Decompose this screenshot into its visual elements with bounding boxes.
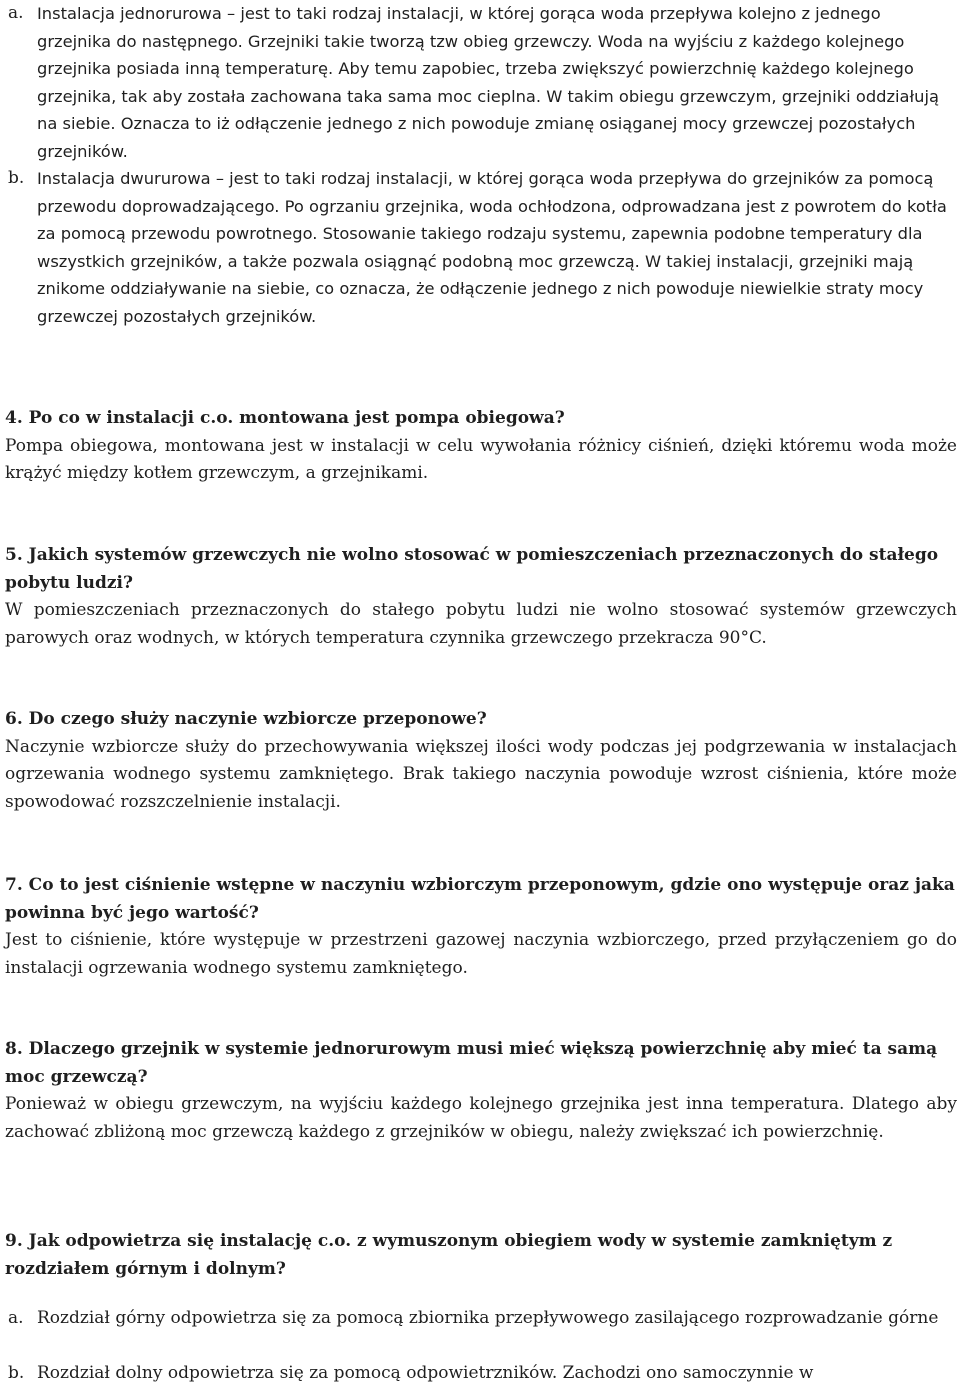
list-marker: b. <box>8 1363 25 1383</box>
qa-section-5 <box>5 542 957 652</box>
answer-text: W pomieszczeniach przeznaczonych do stałego pobytu ludzi nie wolno stosować systemów grzewczych parowych oraz wodnych, w których temperatura czynnika grzewczego przekracza 90°C. <box>5 600 957 648</box>
qa-section-7 <box>5 872 957 982</box>
answer-text: Ponieważ w obiegu grzewczym, na wyjściu każdego kolejnego grzejnika jest inna temperatura. Dlatego aby zachować zbliżoną moc grzewczą każdego z grzejników w obiegu, należy zwiększać ich powierzchnię. <box>5 1094 957 1142</box>
qa-section-8 <box>5 1036 957 1146</box>
answer-text: Jest to ciśnienie, które występuje w przestrzeni gazowej naczynia wzbiorczego, przed przyłączeniem go do instalacji ogrzewania wodnego systemu zamkniętego. <box>5 930 957 978</box>
list-item-text: Instalacja dwururowa – jest to taki rodzaj instalacji, w której gorąca woda przepływa do grzejników za pomocą przewodu doprowadzającego. Po ogrzaniu grzejnika, woda ochłodzona, odprowadzana jest z powrotem do kotła za pomocą przewodu powrotnego. Stosowanie takiego rodzaju systemu, zapewnia podobne temperatury dla wszystkich grzejników, a także pozwala osiągnąć podobną moc grzewczą. W takiej instalacji, grzejniki mają znikome oddziaływanie na siebie, co oznacza, że odłączenie jednego z nich powoduje niewielkie straty mocy grzewczej pozostałych grzejników. <box>37 169 947 326</box>
answer-text: Naczynie wzbiorcze służy do przechowywania większej ilości wody podczas jej podgrzewania w instalacjach ogrzewania wodnego systemu zamkniętego. Brak takiego naczynia powoduje wzrost ciśnienia, które może spowodować rozszczelnienie instalacji. <box>5 736 957 812</box>
final-list-item-a <box>8 1305 952 1333</box>
qa-section-4 <box>5 405 957 488</box>
intro-list-item-a <box>8 0 952 165</box>
question-heading: 6. Do czego służy naczynie wzbiorcze przeponowe? <box>5 709 487 729</box>
question-heading: 7. Co to jest ciśnienie wstępne w naczyniu wzbiorczym przeponowym, gdzie ono występuje oraz jaka powinna być jego wartość? <box>5 875 955 923</box>
list-marker: a. <box>8 1308 24 1328</box>
list-marker: a. <box>8 3 24 23</box>
final-list-item-b <box>8 1360 952 1388</box>
qa-section-6 <box>5 706 957 816</box>
question-heading: 5. Jakich systemów grzewczych nie wolno stosować w pomieszczeniach przeznaczonych do stałego pobytu ludzi? <box>5 545 939 593</box>
answer-text: Pompa obiegowa, montowana jest w instalacji w celu wywołania różnicy ciśnień, dzięki któremu woda może krążyć między kotłem grzewczym, a grzejnikami. <box>5 435 957 483</box>
list-marker: b. <box>8 168 25 188</box>
question-heading: 9. Jak odpowietrza się instalację c.o. z wymuszonym obiegiem wody w systemie zamkniętym z rozdziałem górnym i dolnym? <box>5 1231 893 1279</box>
list-item-text: Rozdział górny odpowietrza się za pomocą zbiornika przepływowego zasilającego rozprowadzanie górne <box>37 1308 939 1328</box>
intro-list-item-b <box>8 165 952 330</box>
question-heading: 4. Po co w instalacji c.o. montowana jest pompa obiegowa? <box>5 408 565 428</box>
list-item-text: Instalacja jednorurowa – jest to taki rodzaj instalacji, w której gorąca woda przepływa kolejno z jednego grzejnika do następnego. Grzejniki takie tworzą tzw obieg grzewczy. Woda na wyjściu z każdego kolejnego grzejnika posiada inną temperaturę. Aby temu zapobiec, trzeba zwiększyć powierzchnię każdego kolejnego grzejnika, tak aby została zachowana taka sama moc cieplna. W takim obiegu grzewczym, grzejniki oddziałują na siebie. Oznacza to iż odłączenie jednego z nich powoduje zmianę osiąganej mocy grzewczej pozostałych grzejników. <box>37 4 939 161</box>
list-item-text: Rozdział dolny odpowietrza się za pomocą odpowietrzników. Zachodzi ono samoczynnie w <box>37 1363 814 1383</box>
question-heading: 8. Dlaczego grzejnik w systemie jednorurowym musi mieć większą powierzchnię aby mieć ta samą moc grzewczą? <box>5 1039 938 1087</box>
qa-section-9 <box>5 1228 957 1283</box>
